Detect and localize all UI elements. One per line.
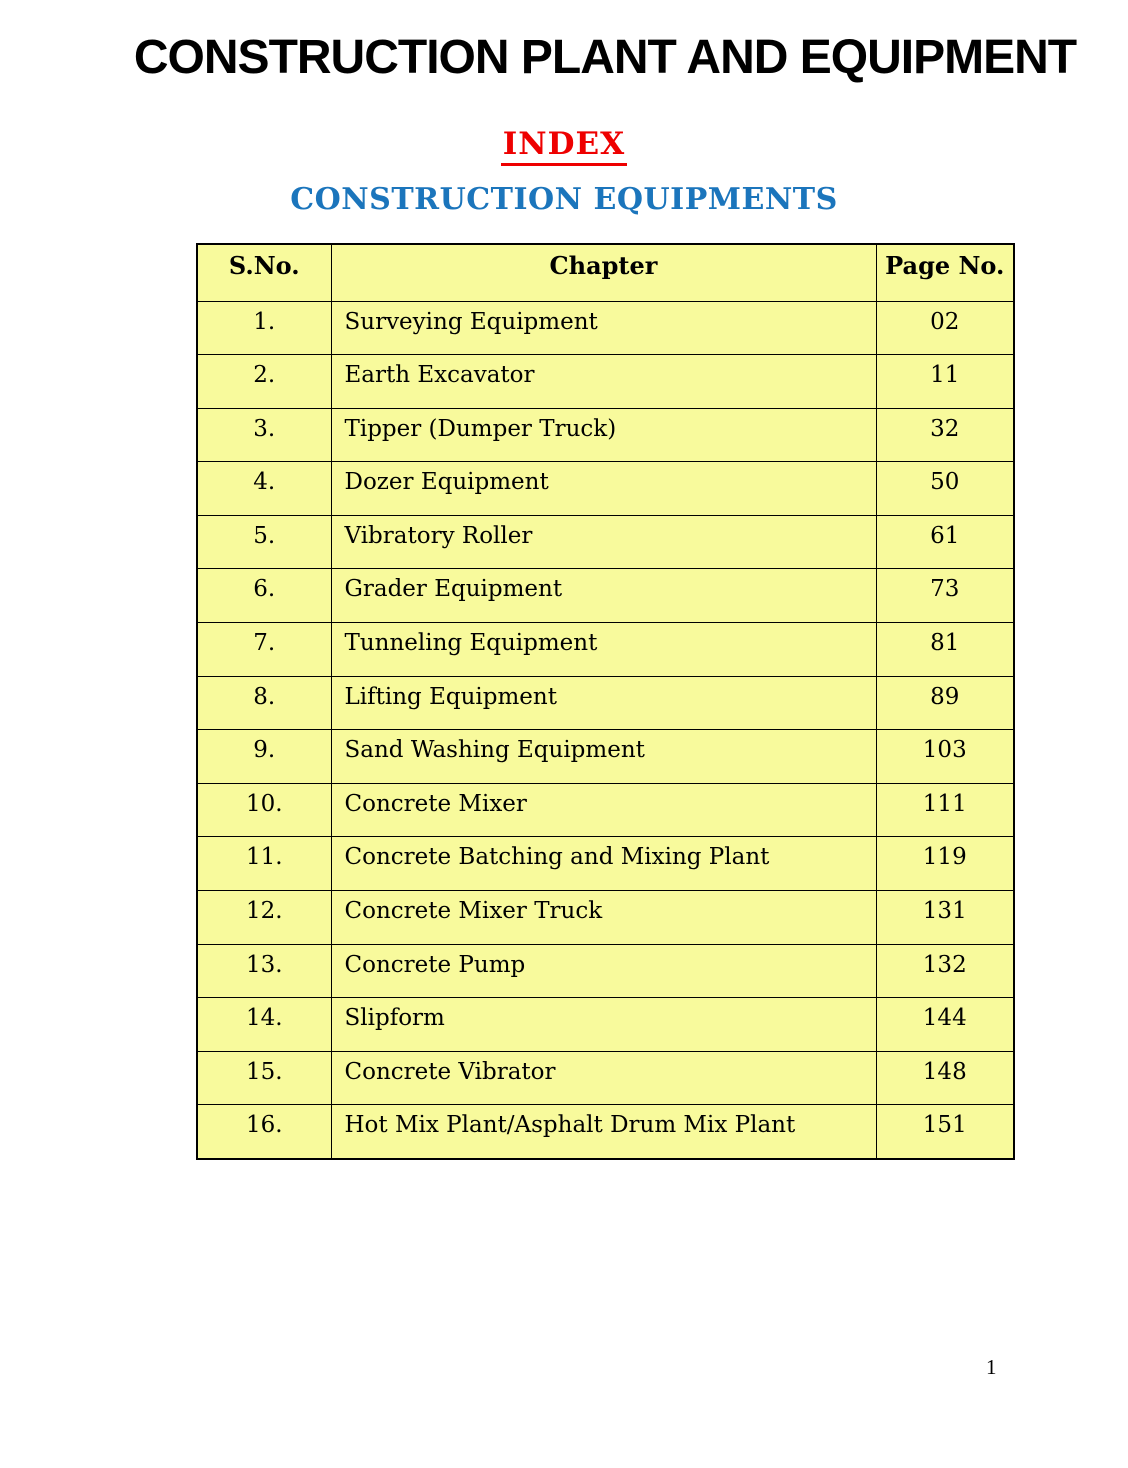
table-row [197, 462, 1014, 516]
table-row [197, 623, 1014, 677]
page-cell: 02 [876, 301, 1014, 355]
table-row [197, 783, 1014, 837]
sno-cell: 14. [197, 998, 331, 1052]
table-row [197, 355, 1014, 409]
chapter-cell: Concrete Vibrator [331, 1051, 876, 1105]
sno-cell: 13. [197, 944, 331, 998]
page-cell: 119 [876, 837, 1014, 891]
page-cell: 11 [876, 355, 1014, 409]
table-row [197, 1051, 1014, 1105]
page-cell: 50 [876, 462, 1014, 516]
page-number: 1 [986, 1355, 997, 1379]
index-heading-wrap [0, 126, 1128, 166]
index-heading: INDEX [501, 126, 627, 166]
chapter-cell: Tunneling Equipment [331, 623, 876, 677]
chapter-cell: Slipform [331, 998, 876, 1052]
sno-cell: 12. [197, 891, 331, 945]
index-table-body [197, 301, 1014, 1159]
sno-cell: 3. [197, 408, 331, 462]
table-row [197, 837, 1014, 891]
section-heading: CONSTRUCTION EQUIPMENTS [290, 182, 838, 217]
header-sno: S.No. [197, 244, 331, 301]
header-chapter: Chapter [331, 244, 876, 301]
table-row [197, 998, 1014, 1052]
sno-cell: 5. [197, 515, 331, 569]
chapter-cell: Surveying Equipment [331, 301, 876, 355]
chapter-cell: Tipper (Dumper Truck) [331, 408, 876, 462]
page-cell: 103 [876, 730, 1014, 784]
chapter-cell: Lifting Equipment [331, 676, 876, 730]
chapter-cell: Earth Excavator [331, 355, 876, 409]
page-cell: 89 [876, 676, 1014, 730]
table-row [197, 569, 1014, 623]
table-row [197, 515, 1014, 569]
sno-cell: 1. [197, 301, 331, 355]
table-row [197, 676, 1014, 730]
chapter-cell: Sand Washing Equipment [331, 730, 876, 784]
sno-cell: 6. [197, 569, 331, 623]
page-cell: 81 [876, 623, 1014, 677]
header-page: Page No. [876, 244, 1014, 301]
chapter-cell: Hot Mix Plant/Asphalt Drum Mix Plant [331, 1105, 876, 1159]
sno-cell: 7. [197, 623, 331, 677]
page-cell: 132 [876, 944, 1014, 998]
sno-cell: 9. [197, 730, 331, 784]
sno-cell: 15. [197, 1051, 331, 1105]
chapter-cell: Grader Equipment [331, 569, 876, 623]
chapter-cell: Dozer Equipment [331, 462, 876, 516]
page-cell: 151 [876, 1105, 1014, 1159]
page-cell: 111 [876, 783, 1014, 837]
table-row [197, 408, 1014, 462]
document-title: CONSTRUCTION PLANT AND EQUIPMENT [133, 31, 1077, 84]
chapter-cell: Concrete Pump [331, 944, 876, 998]
chapter-cell: Concrete Mixer [331, 783, 876, 837]
sno-cell: 4. [197, 462, 331, 516]
table-row [197, 730, 1014, 784]
chapter-cell: Vibratory Roller [331, 515, 876, 569]
page-cell: 32 [876, 408, 1014, 462]
index-table [196, 243, 1015, 1160]
sno-cell: 11. [197, 837, 331, 891]
sno-cell: 10. [197, 783, 331, 837]
index-table-head [197, 244, 1014, 301]
sno-cell: 8. [197, 676, 331, 730]
page-cell: 61 [876, 515, 1014, 569]
page-cell: 148 [876, 1051, 1014, 1105]
table-row [197, 1105, 1014, 1159]
page-cell: 73 [876, 569, 1014, 623]
page-cell: 131 [876, 891, 1014, 945]
sno-cell: 2. [197, 355, 331, 409]
chapter-cell: Concrete Batching and Mixing Plant [331, 837, 876, 891]
chapter-cell: Concrete Mixer Truck [331, 891, 876, 945]
table-row [197, 891, 1014, 945]
table-row [197, 944, 1014, 998]
table-row [197, 301, 1014, 355]
sno-cell: 16. [197, 1105, 331, 1159]
page-cell: 144 [876, 998, 1014, 1052]
header-row [197, 244, 1014, 301]
